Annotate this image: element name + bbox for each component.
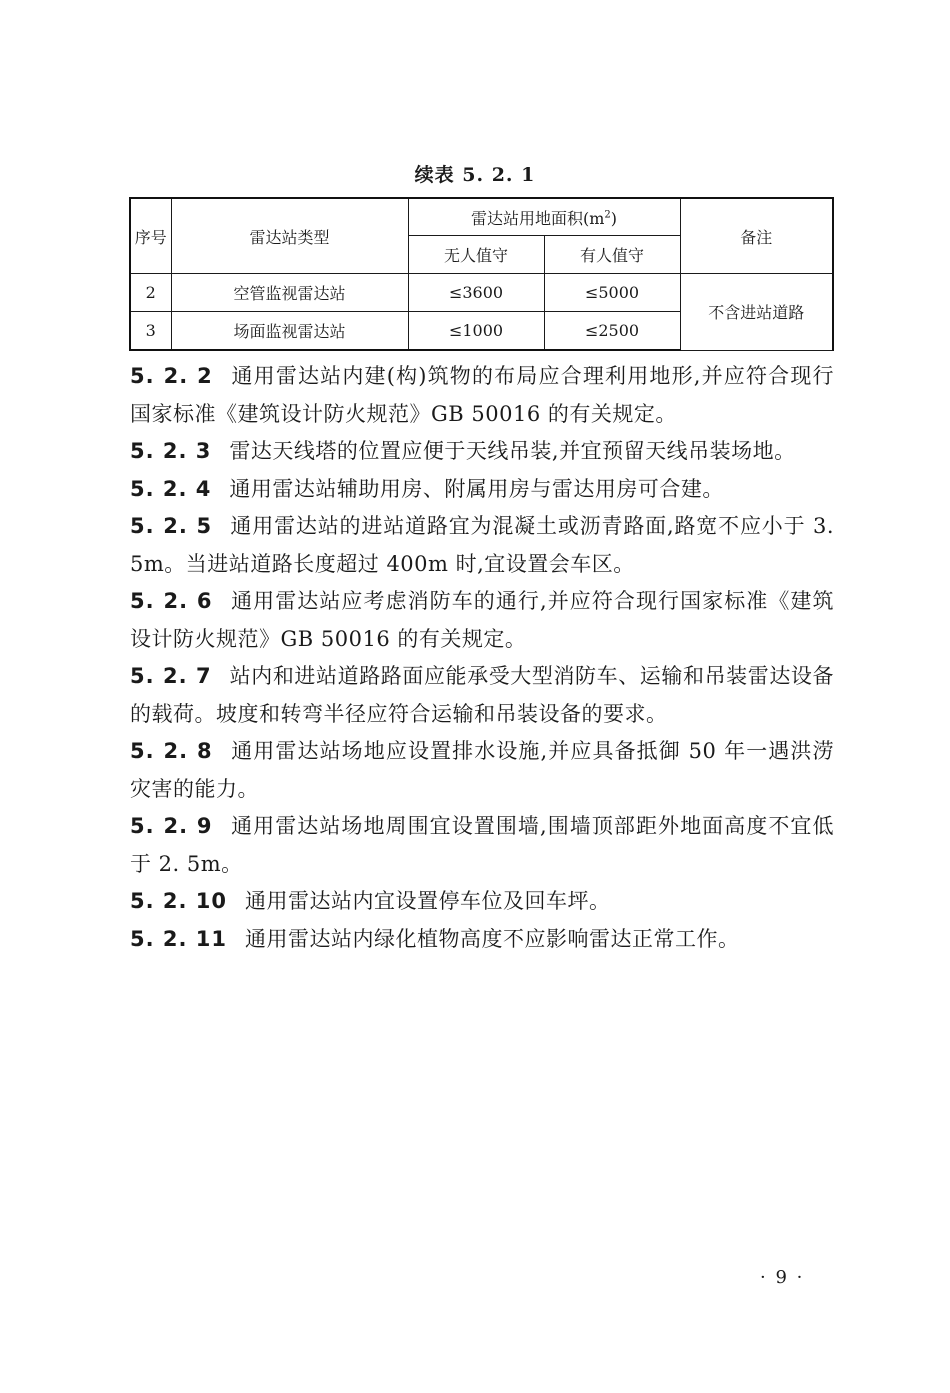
clause-text: 通用雷达站场地周围宜设置围墙,围墙顶部距外地面高度不宜低于 2. 5m。 xyxy=(130,814,834,876)
clause-number: 5. 2. 8 xyxy=(130,739,213,763)
header-remark: 备注 xyxy=(680,198,833,274)
clause-text: 站内和进站道路路面应能承受大型消防车、运输和吊装雷达设备的载荷。坡度和转弯半径应符合运输和吊装设备的要求。 xyxy=(130,664,834,726)
clause-number: 5. 2. 10 xyxy=(130,889,228,913)
clause-list xyxy=(130,358,834,958)
cell-seq: 2 xyxy=(130,274,171,312)
cell-seq: 3 xyxy=(130,312,171,351)
clause xyxy=(130,583,834,658)
header-seq: 序号 xyxy=(130,198,171,274)
clause xyxy=(130,658,834,733)
clause xyxy=(130,471,834,509)
clause xyxy=(130,508,834,583)
cell-unattended: ≤1000 xyxy=(408,312,544,351)
page-number: · 9 · xyxy=(760,1267,805,1288)
radar-station-area-table xyxy=(129,197,834,351)
clause-number: 5. 2. 11 xyxy=(130,926,228,951)
clause-number: 5. 2. 3 xyxy=(130,439,212,463)
cell-attended: ≤5000 xyxy=(544,274,680,312)
clause-text: 通用雷达站应考虑消防车的通行,并应符合现行国家标准《建筑设计防火规范》GB 50016 的有关规定。 xyxy=(130,589,834,651)
table-row xyxy=(130,274,833,312)
clause-text: 雷达天线塔的位置应便于天线吊装,并宜预留天线吊装场地。 xyxy=(229,439,796,463)
cell-unattended: ≤3600 xyxy=(408,274,544,312)
clause-number: 5. 2. 9 xyxy=(130,814,213,838)
clause-number: 5. 2. 6 xyxy=(130,589,213,613)
cell-type: 场面监视雷达站 xyxy=(171,312,408,351)
header-type: 雷达站类型 xyxy=(171,198,408,274)
table-caption: 续表 5. 2. 1 xyxy=(414,164,536,186)
cell-remark: 不含进站道路 xyxy=(680,274,833,351)
header-attended: 有人值守 xyxy=(544,236,680,274)
clause-text: 通用雷达站的进站道路宜为混凝土或沥青路面,路宽不应小于 3. 5m。当进站道路长度超过 400m 时,宜设置会车区。 xyxy=(130,514,834,576)
header-unattended: 无人值守 xyxy=(408,236,544,274)
clause-number: 5. 2. 2 xyxy=(130,364,213,388)
clause-number: 5. 2. 7 xyxy=(130,664,212,688)
clause xyxy=(130,433,834,471)
clause-number: 5. 2. 5 xyxy=(130,514,213,538)
clause-text: 通用雷达站内宜设置停车位及回车坪。 xyxy=(245,889,611,913)
clause-number: 5. 2. 4 xyxy=(130,476,212,501)
clause xyxy=(130,921,834,959)
cell-type: 空管监视雷达站 xyxy=(171,274,408,312)
clause xyxy=(130,883,834,921)
clause xyxy=(130,733,834,808)
cell-attended: ≤2500 xyxy=(544,312,680,351)
header-area: 雷达站用地面积$(m^2)$ xyxy=(408,198,680,236)
clause xyxy=(130,808,834,883)
clause-text: 通用雷达站内绿化植物高度不应影响雷达正常工作。 xyxy=(245,926,740,951)
clause-text: 通用雷达站内建(构)筑物的布局应合理利用地形,并应符合现行国家标准《建筑设计防火规范》GB 50016 的有关规定。 xyxy=(130,364,834,426)
clause xyxy=(130,358,834,433)
clause-text: 通用雷达站场地应设置排水设施,并应具备抵御 50 年一遇洪涝灾害的能力。 xyxy=(130,739,834,801)
clause-text: 通用雷达站辅助用房、附属用房与雷达用房可合建。 xyxy=(229,476,724,501)
